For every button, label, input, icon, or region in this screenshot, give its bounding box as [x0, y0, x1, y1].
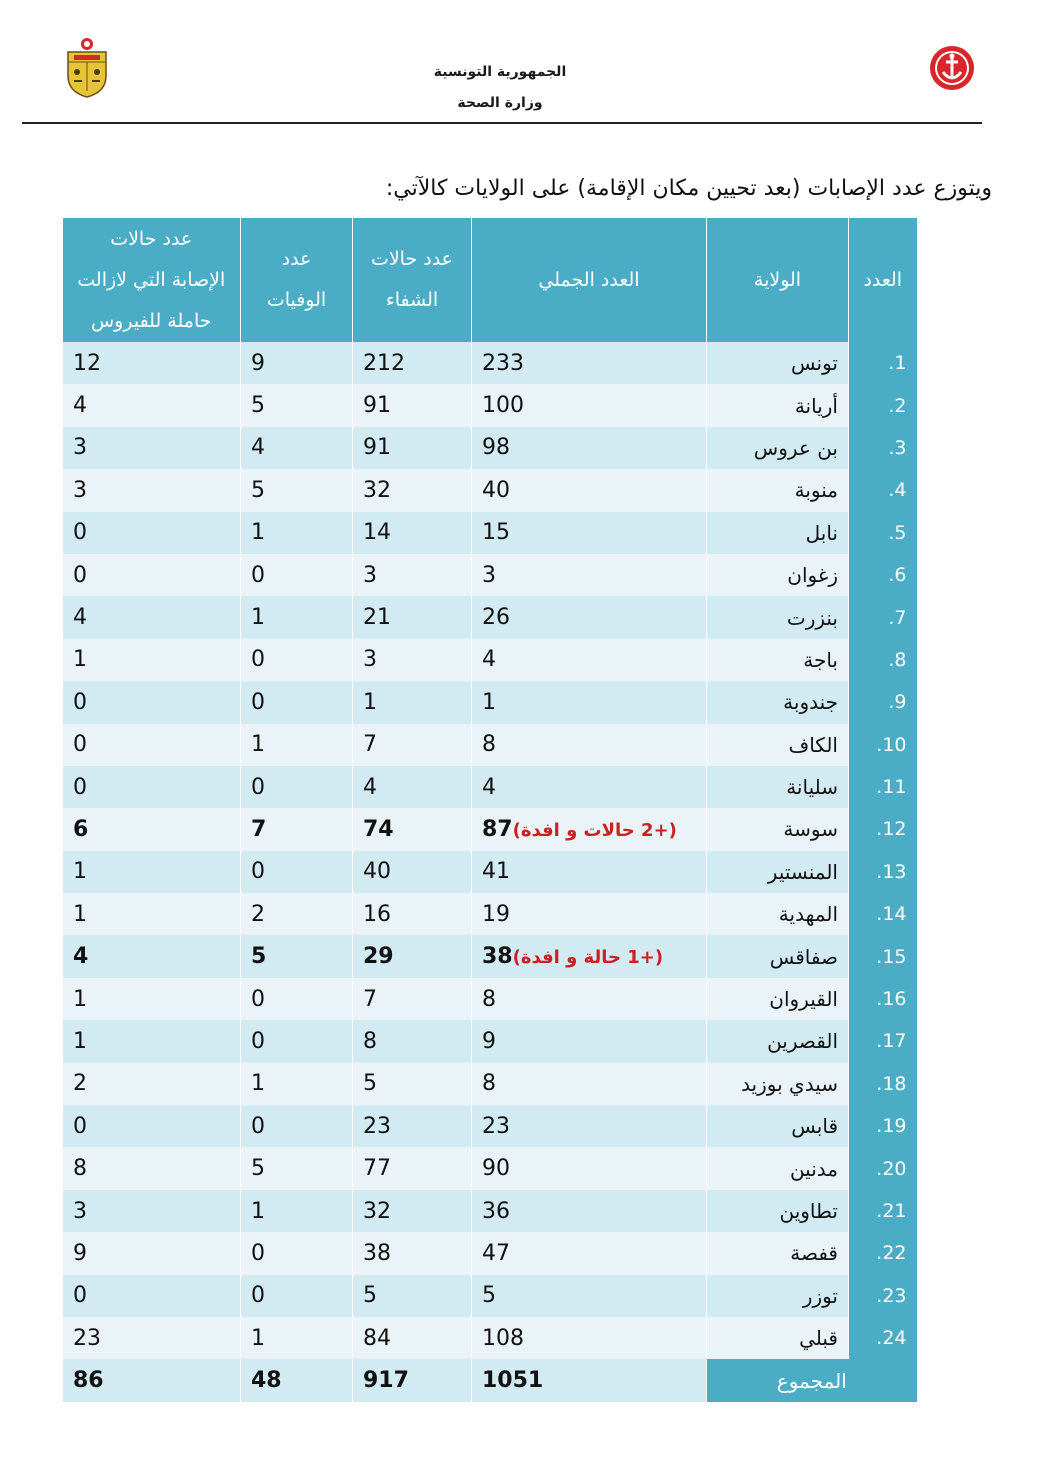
header-recovered: عدد حالات الشفاء: [353, 218, 472, 342]
recovered-cases: 7: [353, 724, 472, 766]
active-cases: 0: [63, 681, 241, 723]
state-name: باجة: [707, 639, 849, 681]
header-active: عدد حالات الإصابة التي لازالت حاملة للفيروس: [63, 218, 241, 342]
state-name: سوسة: [707, 808, 849, 850]
state-name: جندوبة: [707, 681, 849, 723]
active-cases: 0: [63, 1275, 241, 1317]
death-cases: 1: [241, 1190, 353, 1232]
active-cases: 6: [63, 808, 241, 850]
ministry-title: وزارة الصحة: [457, 95, 543, 111]
state-name: مدنين: [707, 1147, 849, 1189]
total-value: 5: [482, 1283, 496, 1309]
active-cases: 0: [63, 724, 241, 766]
state-name: بن عروس: [707, 427, 849, 469]
row-number: 12.: [849, 808, 917, 850]
total-value: 233: [482, 350, 524, 376]
total-cases: [472, 554, 707, 596]
table-row: [63, 766, 917, 808]
total-value: 41: [482, 859, 510, 885]
total-cases: [472, 935, 707, 977]
total-cases: [472, 512, 707, 554]
state-name: تطاوين: [707, 1190, 849, 1232]
recovered-cases: 3: [353, 554, 472, 596]
totals-label: المجموع: [707, 1359, 917, 1401]
row-number: 20.: [849, 1147, 917, 1189]
death-cases: 0: [241, 681, 353, 723]
total-cases: [472, 808, 707, 850]
state-name: الكاف: [707, 724, 849, 766]
death-cases: 1: [241, 596, 353, 638]
death-cases: 0: [241, 978, 353, 1020]
table-row: [63, 427, 917, 469]
totals-deaths: 48: [241, 1359, 353, 1401]
table-row: [63, 681, 917, 723]
total-value: 90: [482, 1156, 510, 1182]
death-cases: 0: [241, 1020, 353, 1062]
table-row: [63, 935, 917, 977]
death-cases: 7: [241, 808, 353, 850]
active-cases: 0: [63, 554, 241, 596]
death-cases: 1: [241, 1063, 353, 1105]
recovered-cases: 74: [353, 808, 472, 850]
state-name: المنستير: [707, 851, 849, 893]
recovered-cases: 77: [353, 1147, 472, 1189]
recovered-cases: 4: [353, 766, 472, 808]
total-value: 108: [482, 1325, 524, 1351]
table-row: [63, 1063, 917, 1105]
total-cases: [472, 1317, 707, 1359]
row-number: 21.: [849, 1190, 917, 1232]
death-cases: 5: [241, 384, 353, 426]
header-total: العدد الجملي: [472, 218, 707, 342]
state-name: قبلي: [707, 1317, 849, 1359]
death-cases: 0: [241, 851, 353, 893]
table-row: [63, 978, 917, 1020]
row-number: 7.: [849, 596, 917, 638]
death-cases: 0: [241, 766, 353, 808]
recovered-cases: 29: [353, 935, 472, 977]
total-value: 19: [482, 901, 510, 927]
total-cases: [472, 1275, 707, 1317]
imported-cases-note: (+2 حالات و افدة): [512, 819, 677, 841]
death-cases: 0: [241, 1105, 353, 1147]
row-number: 8.: [849, 639, 917, 681]
total-value: 9: [482, 1028, 496, 1054]
state-name: زغوان: [707, 554, 849, 596]
row-number: 2.: [849, 384, 917, 426]
totals-total: 1051: [472, 1359, 707, 1401]
active-cases: 1: [63, 639, 241, 681]
recovered-cases: 14: [353, 512, 472, 554]
row-number: 5.: [849, 512, 917, 554]
total-value: 1: [482, 689, 496, 715]
total-value: 98: [482, 435, 510, 461]
total-cases: [472, 851, 707, 893]
total-value: 40: [482, 477, 510, 503]
total-cases: [472, 978, 707, 1020]
total-cases: [472, 469, 707, 511]
totals-row: [63, 1359, 917, 1401]
recovered-cases: 5: [353, 1063, 472, 1105]
intro-text: ويتوزع عدد الإصابات (بعد تحيين مكان الإقامة) على الولايات كالآتي:: [385, 176, 992, 201]
recovered-cases: 8: [353, 1020, 472, 1062]
active-cases: 2: [63, 1063, 241, 1105]
active-cases: 12: [63, 342, 241, 384]
total-cases: [472, 427, 707, 469]
recovered-cases: 212: [353, 342, 472, 384]
table-row: [63, 851, 917, 893]
total-cases: [472, 1190, 707, 1232]
row-number: 16.: [849, 978, 917, 1020]
recovered-cases: 23: [353, 1105, 472, 1147]
active-cases: 1: [63, 978, 241, 1020]
table-row: [63, 1275, 917, 1317]
row-number: 23.: [849, 1275, 917, 1317]
active-cases: 3: [63, 469, 241, 511]
state-name: توزر: [707, 1275, 849, 1317]
table-row: [63, 596, 917, 638]
header-divider: [22, 122, 982, 124]
total-cases: [472, 1105, 707, 1147]
active-cases: 1: [63, 1020, 241, 1062]
total-value: 100: [482, 393, 524, 419]
active-cases: 0: [63, 512, 241, 554]
total-cases: [472, 342, 707, 384]
table-header-row: [63, 218, 917, 342]
recovered-cases: 84: [353, 1317, 472, 1359]
active-cases: 9: [63, 1232, 241, 1274]
table-row: [63, 1232, 917, 1274]
totals-recovered: 917: [353, 1359, 472, 1401]
death-cases: 5: [241, 1147, 353, 1189]
death-cases: 5: [241, 935, 353, 977]
row-number: 22.: [849, 1232, 917, 1274]
total-cases: [472, 766, 707, 808]
total-cases: [472, 724, 707, 766]
state-name: تونس: [707, 342, 849, 384]
row-number: 17.: [849, 1020, 917, 1062]
recovered-cases: 91: [353, 384, 472, 426]
row-number: 11.: [849, 766, 917, 808]
header-state: الولاية: [707, 218, 849, 342]
active-cases: 4: [63, 384, 241, 426]
table-row: [63, 1190, 917, 1232]
total-value: 47: [482, 1240, 510, 1266]
death-cases: 1: [241, 512, 353, 554]
state-name: قابس: [707, 1105, 849, 1147]
row-number: 19.: [849, 1105, 917, 1147]
republic-title: الجمهورية التونسية: [433, 64, 567, 80]
table-row: [63, 1105, 917, 1147]
total-value: 15: [482, 520, 510, 546]
table-row: [63, 1020, 917, 1062]
imported-cases-note: (+1 حالة و افدة): [512, 947, 664, 969]
state-name: المهدية: [707, 893, 849, 935]
row-number: 1.: [849, 342, 917, 384]
total-value: 8: [482, 986, 496, 1012]
tunisia-coat-of-arms-icon: [62, 36, 112, 98]
state-name: سليانة: [707, 766, 849, 808]
recovered-cases: 40: [353, 851, 472, 893]
death-cases: 0: [241, 639, 353, 681]
state-name: سيدي بوزيد: [707, 1063, 849, 1105]
total-value: 8: [482, 1071, 496, 1097]
row-number: 4.: [849, 469, 917, 511]
state-name: منوبة: [707, 469, 849, 511]
total-value: 38: [482, 944, 513, 970]
table-row: [63, 384, 917, 426]
death-cases: 2: [241, 893, 353, 935]
recovered-cases: 21: [353, 596, 472, 638]
death-cases: 9: [241, 342, 353, 384]
table-row: [63, 1147, 917, 1189]
total-cases: [472, 639, 707, 681]
row-number: 10.: [849, 724, 917, 766]
state-name: بنزرت: [707, 596, 849, 638]
recovered-cases: 1: [353, 681, 472, 723]
death-cases: 4: [241, 427, 353, 469]
table-row: [63, 554, 917, 596]
active-cases: 8: [63, 1147, 241, 1189]
row-number: 24.: [849, 1317, 917, 1359]
state-name: نابل: [707, 512, 849, 554]
table-row: [63, 512, 917, 554]
row-number: 3.: [849, 427, 917, 469]
active-cases: 1: [63, 893, 241, 935]
state-name: القيروان: [707, 978, 849, 1020]
red-crescent-anchor-icon: [928, 44, 976, 92]
row-number: 9.: [849, 681, 917, 723]
state-name: قفصة: [707, 1232, 849, 1274]
active-cases: 3: [63, 427, 241, 469]
active-cases: 0: [63, 766, 241, 808]
letterhead: [0, 0, 1040, 130]
totals-active: 86: [63, 1359, 241, 1401]
total-cases: [472, 384, 707, 426]
recovered-cases: 38: [353, 1232, 472, 1274]
total-cases: [472, 1232, 707, 1274]
total-value: 8: [482, 732, 496, 758]
total-value: 4: [482, 647, 496, 673]
total-value: 23: [482, 1113, 510, 1139]
table-row: [63, 342, 917, 384]
total-value: 87: [482, 816, 513, 842]
total-cases: [472, 1063, 707, 1105]
state-name: صفاقس: [707, 935, 849, 977]
cases-by-state-table: [62, 218, 917, 1402]
active-cases: 4: [63, 935, 241, 977]
table-row: [63, 724, 917, 766]
total-value: 26: [482, 605, 510, 631]
death-cases: 0: [241, 554, 353, 596]
death-cases: 1: [241, 724, 353, 766]
table-row: [63, 893, 917, 935]
state-name: القصرين: [707, 1020, 849, 1062]
total-cases: [472, 596, 707, 638]
state-name: أريانة: [707, 384, 849, 426]
active-cases: 3: [63, 1190, 241, 1232]
recovered-cases: 3: [353, 639, 472, 681]
recovered-cases: 32: [353, 469, 472, 511]
header-deaths: عدد الوفيات: [241, 218, 353, 342]
row-number: 15.: [849, 935, 917, 977]
total-value: 36: [482, 1198, 510, 1224]
death-cases: 0: [241, 1232, 353, 1274]
row-number: 6.: [849, 554, 917, 596]
header-number: العدد: [849, 218, 917, 342]
active-cases: 4: [63, 596, 241, 638]
total-cases: [472, 681, 707, 723]
row-number: 13.: [849, 851, 917, 893]
recovered-cases: 7: [353, 978, 472, 1020]
table-row: [63, 639, 917, 681]
recovered-cases: 16: [353, 893, 472, 935]
total-cases: [472, 1147, 707, 1189]
active-cases: 0: [63, 1105, 241, 1147]
death-cases: 5: [241, 469, 353, 511]
recovered-cases: 5: [353, 1275, 472, 1317]
total-cases: [472, 893, 707, 935]
table-row: [63, 1317, 917, 1359]
active-cases: 23: [63, 1317, 241, 1359]
total-value: 4: [482, 774, 496, 800]
total-cases: [472, 1020, 707, 1062]
recovered-cases: 91: [353, 427, 472, 469]
table-row: [63, 469, 917, 511]
total-value: 3: [482, 562, 496, 588]
recovered-cases: 32: [353, 1190, 472, 1232]
row-number: 18.: [849, 1063, 917, 1105]
row-number: 14.: [849, 893, 917, 935]
active-cases: 1: [63, 851, 241, 893]
death-cases: 1: [241, 1317, 353, 1359]
death-cases: 0: [241, 1275, 353, 1317]
table-row: [63, 808, 917, 850]
